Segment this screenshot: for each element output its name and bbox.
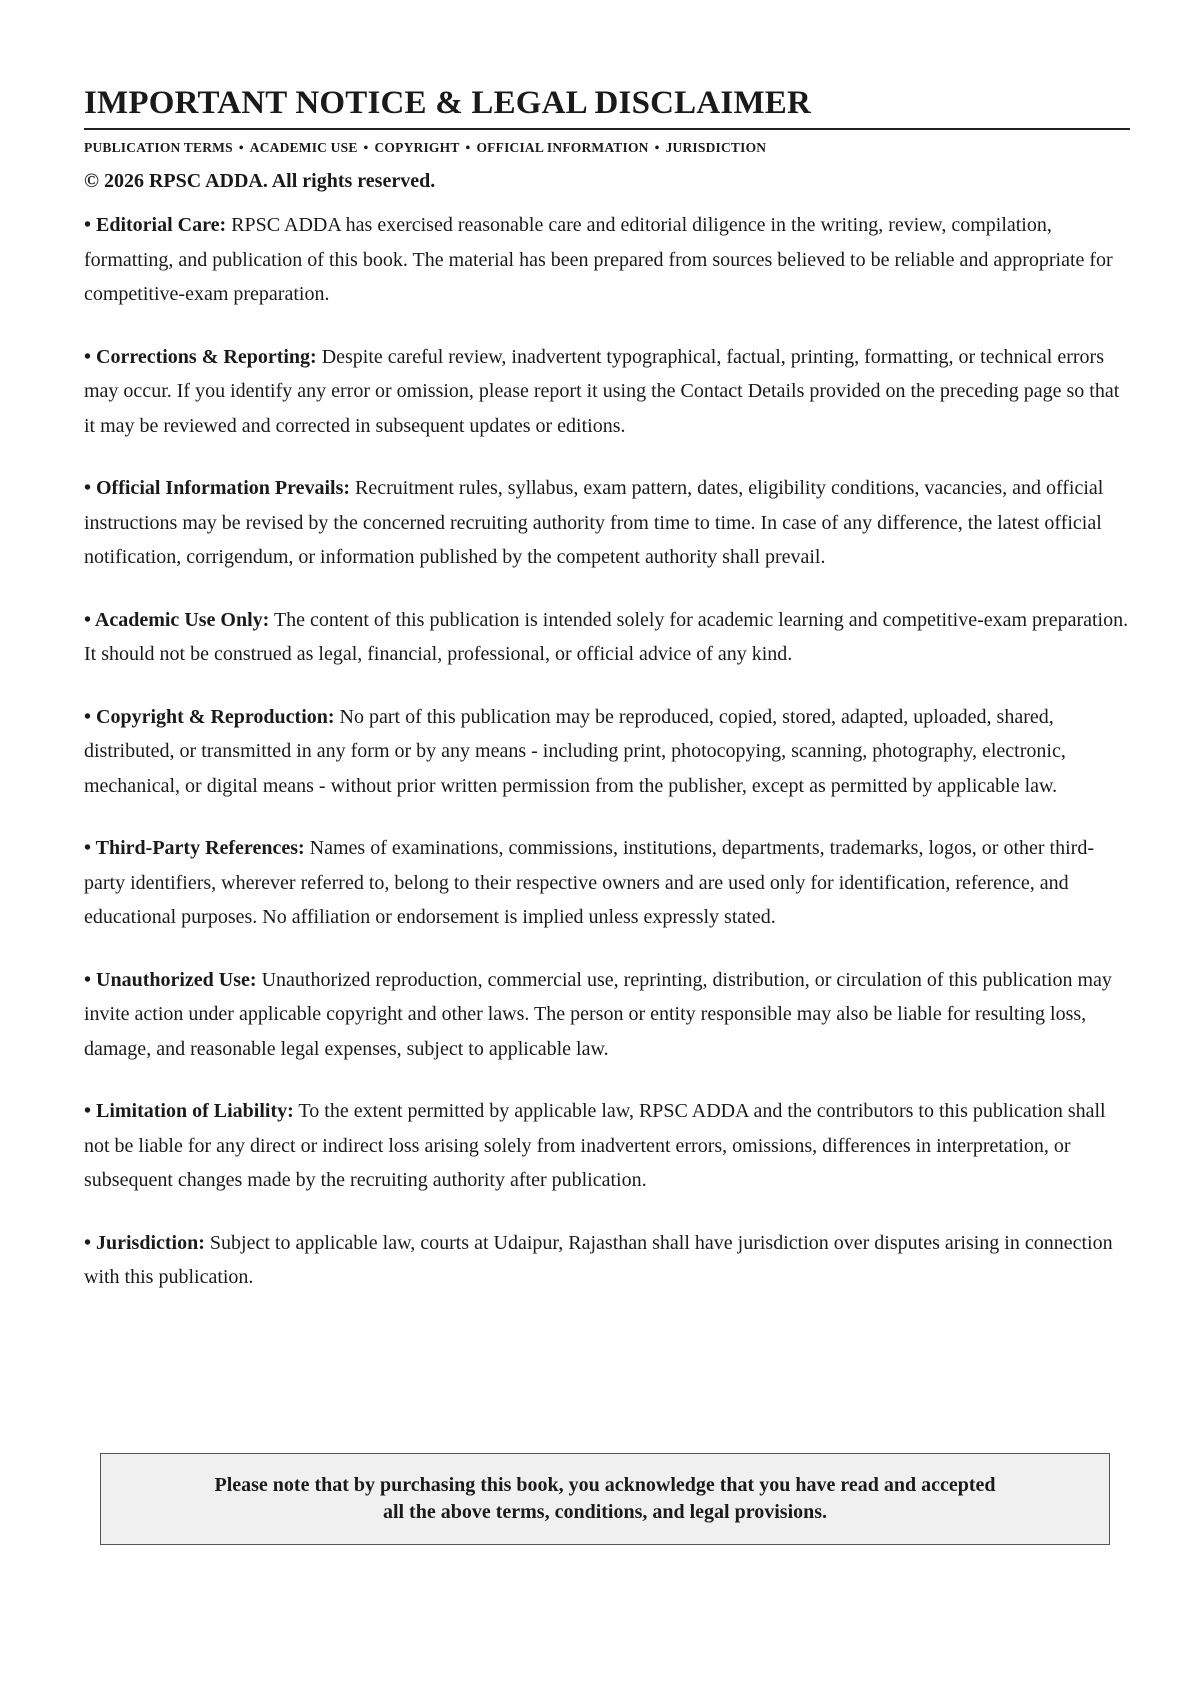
topic-separator: • [363,140,369,155]
section-heading: • Academic Use Only: [84,608,270,631]
section-text: The content of this publication is intended solely for academic learning and competitive-exam preparation. It should not be construed as legal, financial, professional, or official advice of any kind. [84,608,1129,665]
acknowledgement-notice-box [100,1453,1110,1545]
section-heading: • Limitation of Liability: [84,1100,294,1122]
disclaimer-sections [84,208,1130,1295]
copyright-line: © 2026 RPSC ADDA. All rights reserved. [84,170,436,192]
section-text: To the extent permitted by applicable law, RPSC ADDA and the contributors to this publication shall not be liable for any direct or indirect loss arising solely from inadvertent errors, omissions, differences in interpretation, or subsequent changes made by the recruiting authority after publication. [84,1100,1106,1191]
section-official-information [84,471,1130,575]
section-heading: • Third-Party References: [84,837,305,859]
section-text: Names of examinations, commissions, institutions, departments, trademarks, logos, or other third-party identifiers, wherever referred to, belong to their respective owners and are used only for identification, reference, and educational purposes. No affiliation or endorsement is implied unless expressly stated. [84,837,1094,928]
acknowledgement-text [215,1472,996,1526]
acknowledgement-line-1: Please note that by purchasing this book, you acknowledge that you have read and accepted [214,1474,996,1496]
topic-list [84,139,1130,157]
section-third-party-references [84,831,1130,935]
section-academic-use [84,603,1130,672]
topic-official-information: OFFICIAL INFORMATION [476,140,649,155]
section-text: Recruitment rules, syllabus, exam pattern, dates, eligibility conditions, vacancies, and official instructions may be revised by the concerned recruiting authority from time to time. In case of any difference, the latest official notification, corrigendum, or information published by the competent authority shall prevail. [84,477,1104,568]
section-text: Unauthorized reproduction, commercial use, reprinting, distribution, or circulation of this publication may invite action under applicable copyright and other laws. The person or entity responsible may also be liable for resulting loss, damage, and reasonable legal expenses, subject to applicable law. [84,968,1112,1060]
topic-copyright: COPYRIGHT [374,140,460,155]
section-limitation-liability [84,1094,1130,1198]
topic-academic-use: ACADEMIC USE [249,140,358,155]
section-heading: • Official Information Prevails: [84,477,351,499]
topic-publication-terms: PUBLICATION TERMS [84,140,233,155]
topic-separator: • [465,140,471,155]
section-heading: • Corrections & Reporting: [84,345,317,368]
section-text: No part of this publication may be reproduced, copied, stored, adapted, uploaded, shared, distributed, or transmitted in any form or by any means - including print, photocopying, scanning, photography, electronic, mechanical, or digital means - without prior written permission from the publisher, except as permitted by applicable law. [84,705,1066,797]
topic-separator: • [238,140,244,155]
section-heading: • Jurisdiction: [84,1231,205,1254]
page-title: IMPORTANT NOTICE & LEGAL DISCLAIMER [84,82,1130,130]
section-text: RPSC ADDA has exercised reasonable care and editorial diligence in the writing, review, compilation, formatting, and publication of this book. The material has been prepared from sources believed to be reliable and appropriate for competitive-exam preparation. [84,214,1113,305]
section-copyright-reproduction [84,700,1130,804]
section-text: Subject to applicable law, courts at Udaipur, Rajasthan shall have jurisdiction over disputes arising in connection with this publication. [84,1231,1113,1288]
section-heading: • Unauthorized Use: [84,968,257,991]
topic-jurisdiction: JURISDICTION [665,140,767,155]
section-unauthorized-use [84,963,1130,1067]
section-jurisdiction [84,1226,1130,1295]
section-heading: • Copyright & Reproduction: [84,705,335,728]
section-corrections-reporting [84,340,1130,444]
section-heading: • Editorial Care: [84,214,227,236]
section-editorial-care [84,208,1130,312]
disclaimer-page [84,82,1130,1323]
topic-separator: • [654,140,660,155]
acknowledgement-line-2: all the above terms, conditions, and legal provisions. [382,1501,828,1523]
section-text: Despite careful review, inadvertent typographical, factual, printing, formatting, or technical errors may occur. If you identify any error or omission, please report it using the Contact Details provided on the preceding page so that it may be reviewed and corrected in subsequent updates or editions. [84,345,1120,437]
